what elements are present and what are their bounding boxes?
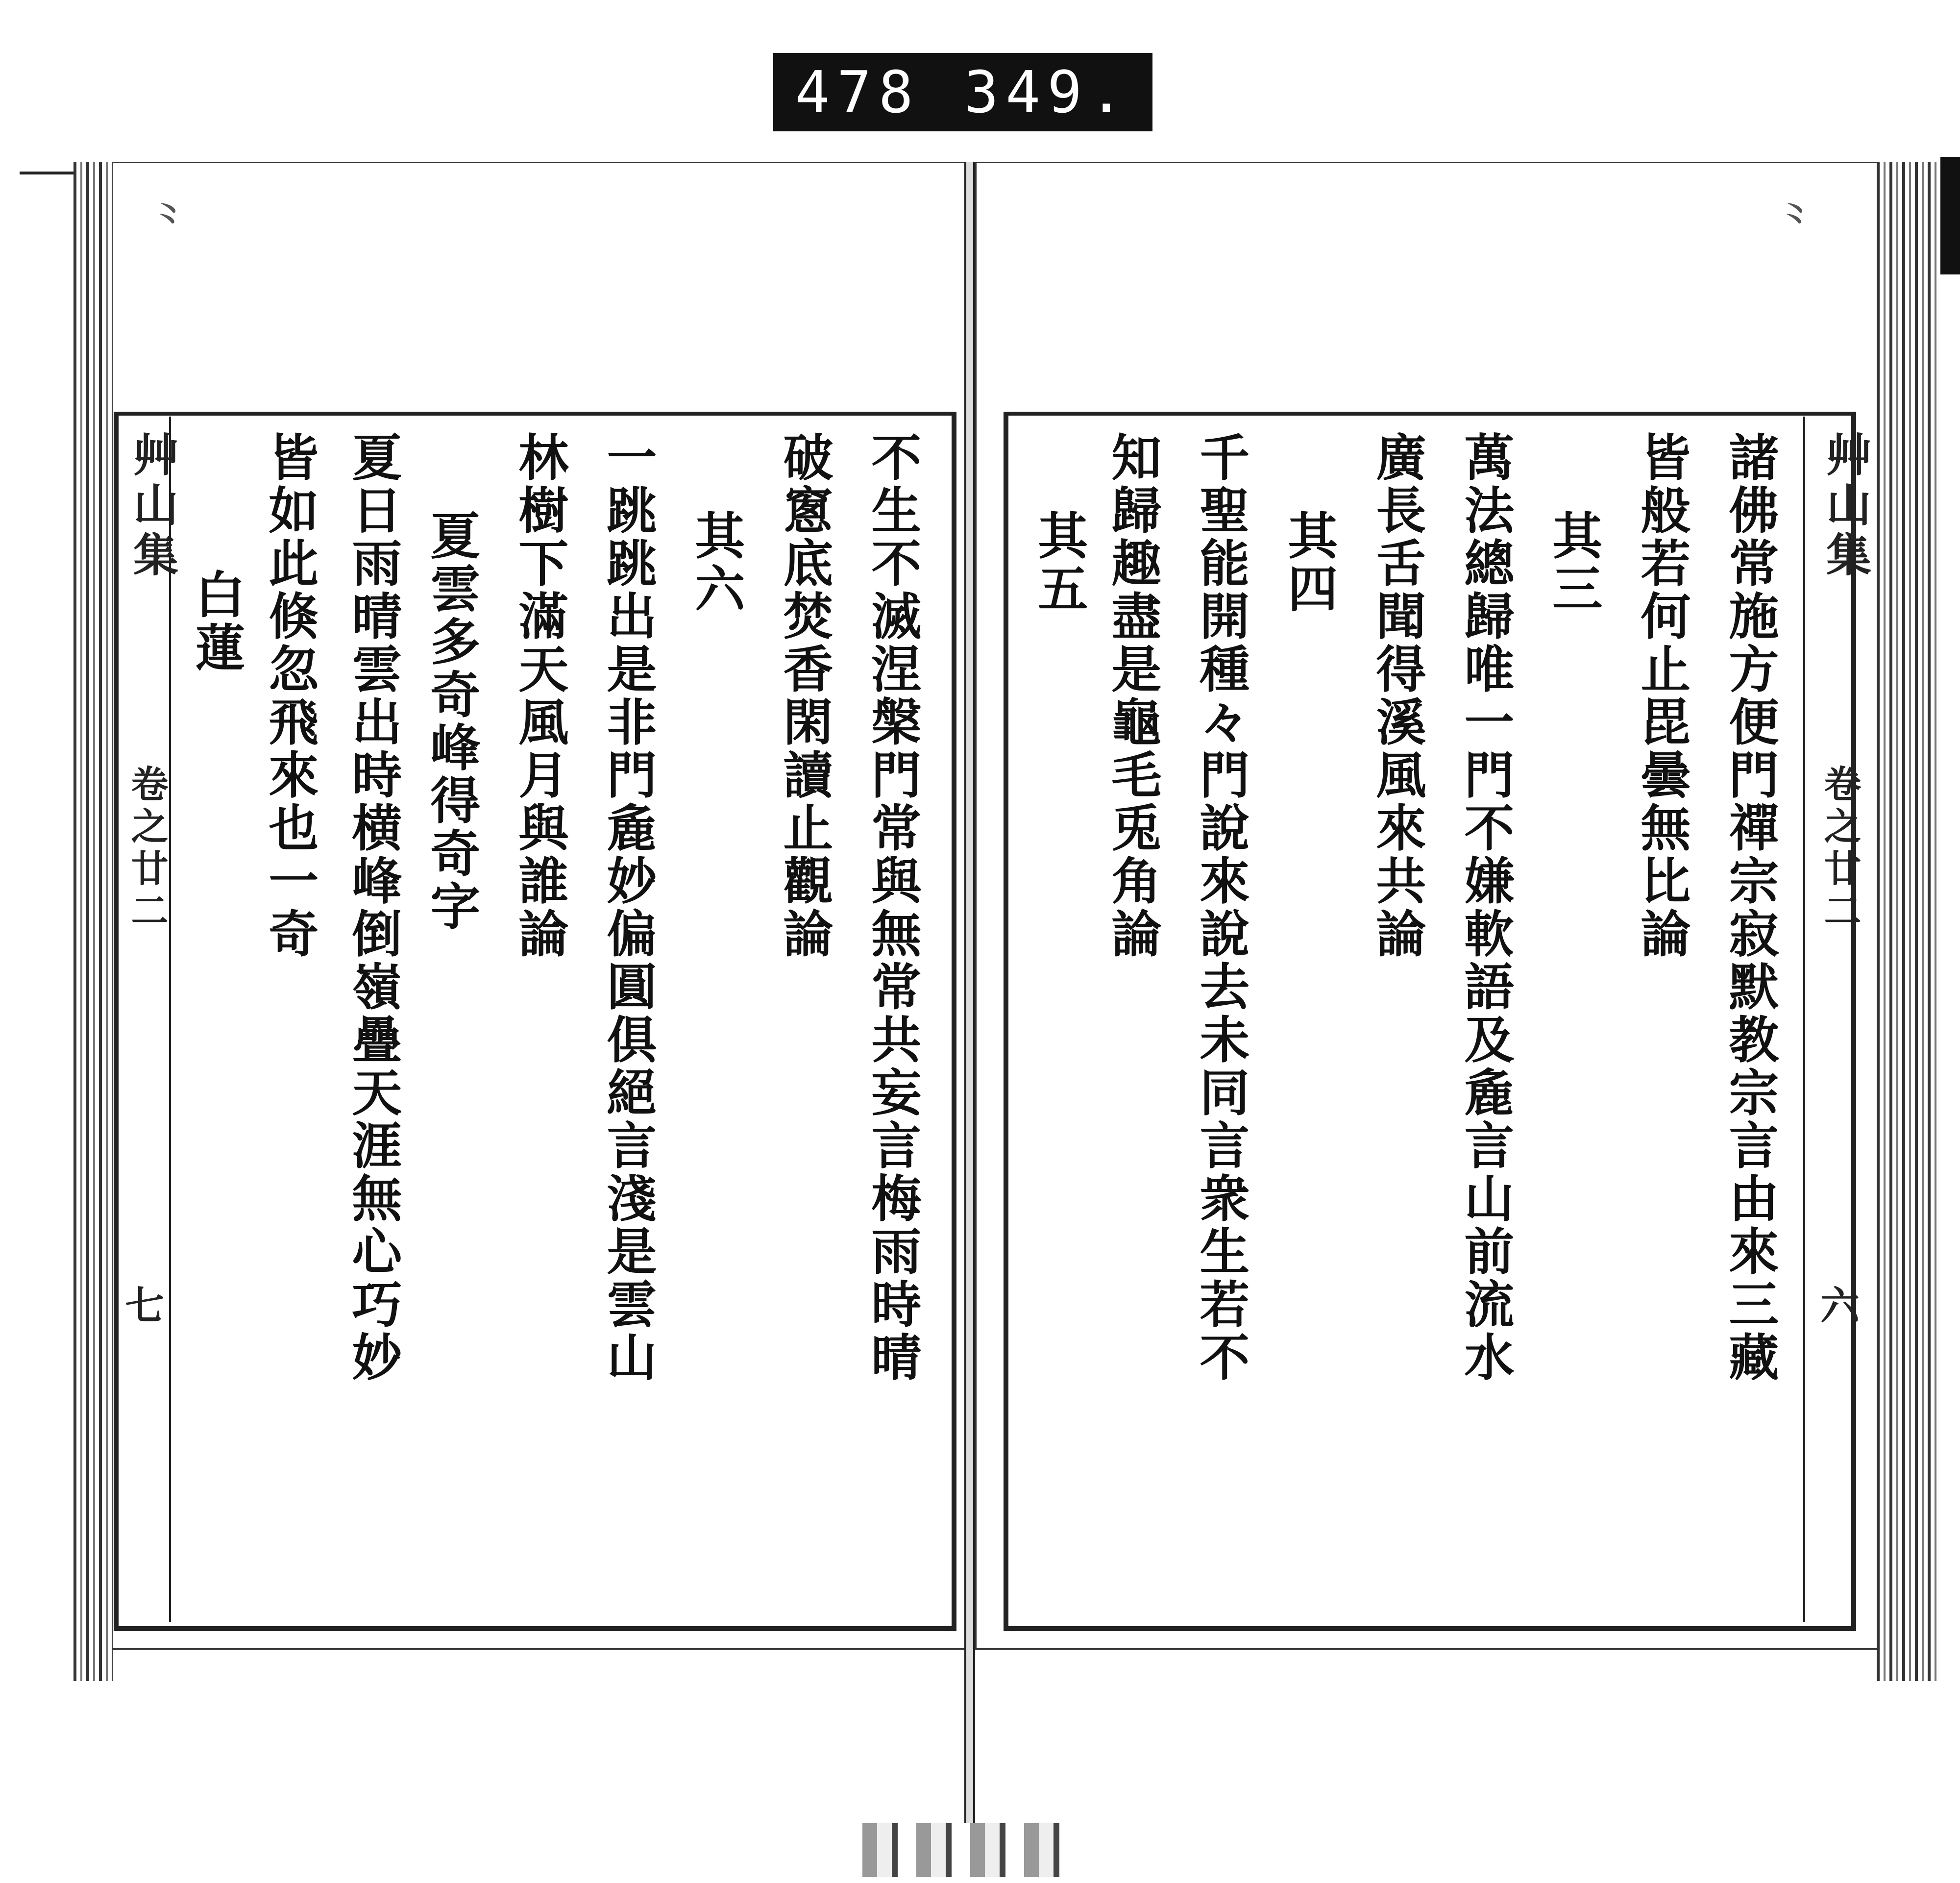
brush-mark-icon: ⺀ [147,197,191,248]
left-col-3-heading: 其六 [686,510,746,616]
right-col-4: 萬法總歸唯一門不嫌軟語及麁言山前流水 [1456,431,1515,1384]
right-page-edge [1877,162,1940,1681]
left-margin-volume: 卷之廿二 [125,765,169,933]
left-col-8: 皆如此倏忽飛來也一奇 [260,431,319,961]
left-col-7: 夏日雨晴雲出時横峰倒嶺疊天涯無心巧妙 [343,431,403,1384]
right-margin-title: 艸山集 [1819,431,1872,581]
left-margin-rule [169,417,171,1622]
left-col-1: 不生不滅涅槃門常與無常共妄言梅雨時晴 [863,431,922,1384]
bottom-film-marker [862,1823,1068,1877]
right-col-6-heading: 其四 [1279,510,1339,616]
film-frame-label [773,53,1152,131]
left-margin-title: 艸山集 [126,431,179,581]
right-col-3-heading: 其三 [1544,510,1603,616]
film-number-right: 349. [964,58,1131,126]
right-margin-rule [1803,417,1805,1622]
right-binding-edge [1940,157,1960,274]
left-col-4: 一跳跳出是非門麁妙偏圓俱絕言淺是雲山 [598,431,658,1384]
book-gutter [964,162,975,1838]
right-col-7: 千聖能開種々門說來說去未同言衆生若不 [1191,431,1250,1384]
left-col-2: 破窻底焚香閑讀止觀論 [775,431,834,961]
right-col-2: 皆般若何止毘曇無比論 [1632,431,1691,961]
left-page-edge [74,162,113,1681]
right-col-8: 知歸趣盡是龜毛兎角論 [1103,431,1162,961]
left-col-9-heading: 白蓮 [187,569,246,674]
right-col-5: 廣長舌聞得溪風來共論 [1368,431,1427,961]
left-col-5: 林樹下滿天風月與誰論 [510,431,569,961]
right-page-number: 六 [1820,1283,1860,1329]
left-col-6-heading: 夏雲多奇峰得奇字 [422,510,481,933]
brush-mark-icon: ⺀ [1774,197,1818,248]
left-page-number: 七 [125,1283,164,1329]
film-number-left: 478 [795,58,920,126]
right-col-1: 諸佛常施方便門禪宗寂默教宗言由來三藏 [1720,431,1780,1384]
right-margin-volume: 卷之廿二 [1818,765,1862,933]
right-col-9-heading: 其五 [1029,510,1089,616]
